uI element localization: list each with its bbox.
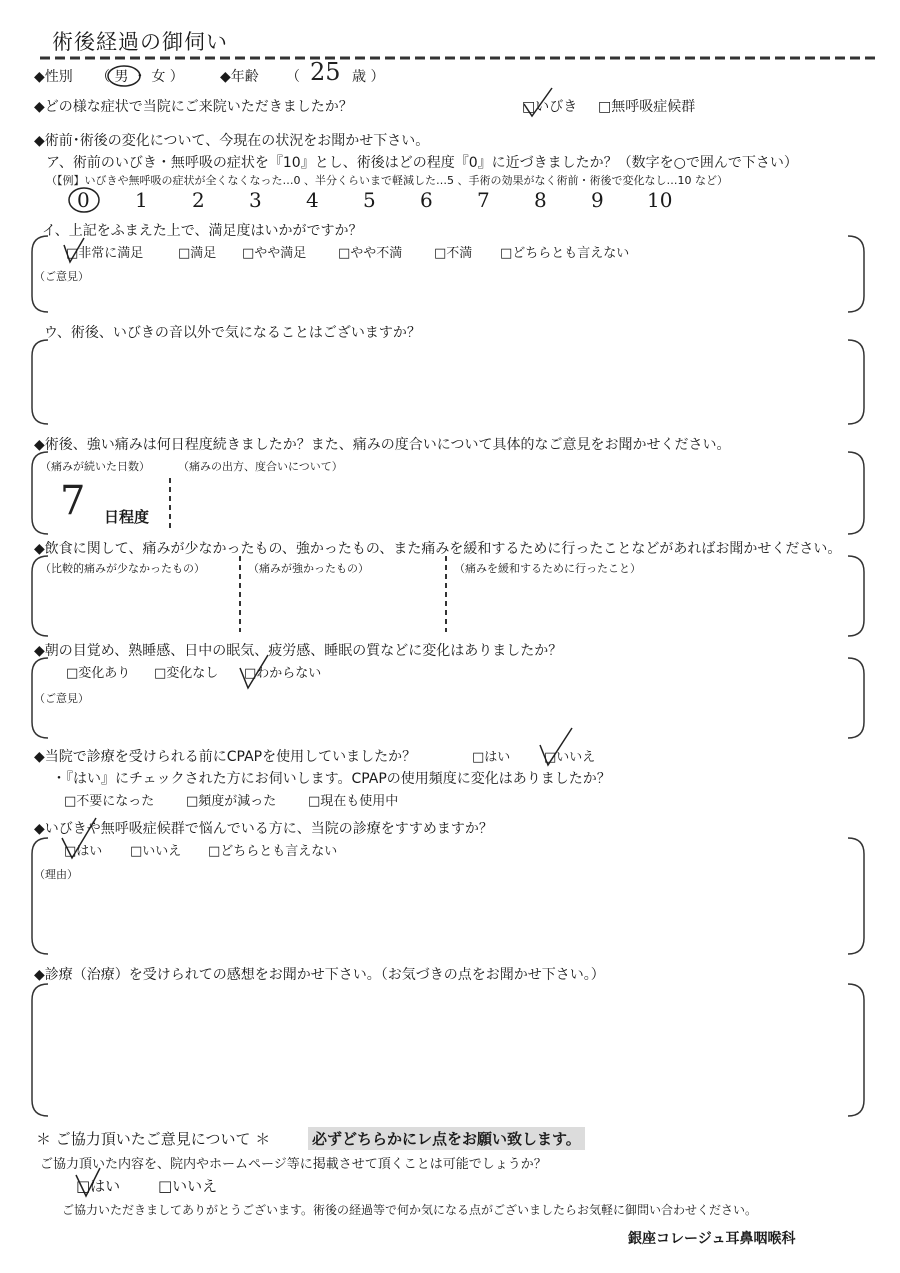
cpap-question: ◆当院で診療を受けられる前にCPAPを使用していましたか？ bbox=[34, 749, 417, 765]
consent-heading: ＊ ご協力頂いたご意見について ＊ bbox=[36, 1130, 271, 1148]
satisfaction-very-satisfied[interactable]: □非常に満足 bbox=[66, 246, 144, 261]
satisfaction-satisfied[interactable]: □満足 bbox=[178, 246, 217, 261]
thanks-message: ご協力いただきましてありがとうございます。術後の経過等で何か気になる点がございましたらお気軽に御問い合わせください。 bbox=[62, 1203, 758, 1217]
change-a-example: （【例】いびきや無呼吸の症状が全くなくなった…0 、半分くらいまで軽減した…5 、手術の効果がなく術前・術後で変化なし…10 など） bbox=[46, 174, 728, 187]
satisfaction-somewhat-satisfied[interactable]: □やや満足 bbox=[242, 246, 307, 261]
recommend-reason-label: （理由） bbox=[34, 868, 78, 881]
scale-10[interactable]: 10 bbox=[647, 188, 673, 212]
change-a-question: ア、術前のいびき・無呼吸の症状を『10』とし、術後はどの程度『0』に近づきましたか？（数字を○で囲んで下さい） bbox=[46, 155, 798, 171]
satisfaction-question: イ、上記をふまえた上で、満足度はいかがですか？ bbox=[42, 223, 363, 239]
bracket-left-other bbox=[32, 340, 48, 424]
satisfaction-neither[interactable]: □どちらとも言えない bbox=[500, 246, 630, 261]
scale-3[interactable]: 3 bbox=[249, 188, 262, 212]
consent-option-yes[interactable]: □はい bbox=[76, 1177, 121, 1195]
other-concern-question: ウ、術後、いびきの音以外で気になることはございますか？ bbox=[44, 325, 421, 341]
recommend-question: ◆いびきや無呼吸症候群で悩んでいる方に、当院の診療をすすめますか？ bbox=[34, 821, 493, 837]
food-col-less-pain: （比較的痛みが少なかったもの） bbox=[40, 562, 205, 575]
bracket-right-food bbox=[848, 556, 864, 636]
page-title: 術後経過の御伺い bbox=[52, 30, 228, 54]
recommend-option-no[interactable]: □いいえ bbox=[130, 844, 182, 859]
symptom-question: ◆どの様な症状で当院にご来院いただきましたか？ bbox=[34, 99, 353, 115]
bracket-right-pain bbox=[848, 452, 864, 534]
consent-option-no[interactable]: □いいえ bbox=[158, 1177, 218, 1195]
morning-opinion-label: （ご意見） bbox=[34, 692, 89, 705]
bracket-left-impression bbox=[32, 984, 48, 1116]
bracket-right-other bbox=[848, 340, 864, 424]
food-col-more-pain: （痛みが強かったもの） bbox=[248, 562, 369, 575]
age-value[interactable]: 25 bbox=[310, 58, 341, 86]
change-heading: ◆術前･術後の変化について、今現在の状況をお聞かせ下さい。 bbox=[34, 133, 430, 149]
morning-question: ◆朝の目覚め、熟睡感、日中の眠気、疲労感、睡眠の質などに変化はありましたか？ bbox=[34, 643, 563, 659]
age-unit: 歳 ） bbox=[352, 69, 385, 85]
pain-days-value[interactable]: 7 bbox=[60, 478, 86, 524]
symptom-option-apnea[interactable]: □無呼吸症候群 bbox=[598, 99, 696, 115]
bracket-left-recommend bbox=[32, 838, 48, 954]
scale-8[interactable]: 8 bbox=[534, 188, 547, 212]
cpap-option-no[interactable]: □いいえ bbox=[544, 750, 596, 765]
sex-options[interactable]: （ 男 ・ 女 ） bbox=[96, 69, 184, 85]
morning-option-unknown[interactable]: □わからない bbox=[244, 666, 322, 681]
bracket-right-satisfaction bbox=[848, 236, 864, 312]
morning-option-unchanged[interactable]: □変化なし bbox=[154, 666, 219, 681]
scale-4[interactable]: 4 bbox=[306, 188, 319, 212]
scale-2[interactable]: 2 bbox=[192, 188, 205, 212]
symptom-option-snoring[interactable]: □いびき bbox=[522, 99, 578, 115]
scale-1[interactable]: 1 bbox=[135, 188, 148, 212]
satisfaction-somewhat-unsatisfied[interactable]: □やや不満 bbox=[338, 246, 403, 261]
scale-0[interactable]: 0 bbox=[77, 188, 90, 212]
satisfaction-opinion-label: （ご意見） bbox=[34, 270, 89, 283]
scale-9[interactable]: 9 bbox=[591, 188, 604, 212]
impression-question: ◆診療（治療）を受けられての感想をお聞かせ下さい。（お気づきの点をお聞かせ下さい。） bbox=[34, 967, 605, 983]
sex-label: ◆性別 bbox=[34, 69, 73, 85]
scale-6[interactable]: 6 bbox=[420, 188, 433, 212]
clinic-name: 銀座コレージュ耳鼻咽喉科 bbox=[628, 1231, 796, 1247]
pain-question: ◆術後、強い痛みは何日程度続きましたか？また、痛みの度合いについて具体的なご意見をお聞かせください。 bbox=[34, 437, 731, 453]
scale-7[interactable]: 7 bbox=[477, 188, 490, 212]
recommend-option-yes[interactable]: □はい bbox=[64, 844, 103, 859]
cpap-sub-still-using[interactable]: □現在も使用中 bbox=[308, 794, 399, 809]
recommend-option-neither[interactable]: □どちらとも言えない bbox=[208, 844, 338, 859]
food-col-relief: （痛みを緩和するために行ったこと） bbox=[454, 562, 641, 575]
age-label: ◆年齢 bbox=[220, 69, 259, 85]
morning-option-changed[interactable]: □変化あり bbox=[66, 666, 131, 681]
food-question: ◆飲食に関して、痛みが少なかったもの、強かったもの、また痛みを緩和するために行ったことなどがあればお聞かせください。 bbox=[34, 541, 842, 557]
age-open: （ bbox=[286, 69, 300, 85]
cpap-sub-reduced[interactable]: □頻度が減った bbox=[186, 794, 277, 809]
pain-days-unit: 日程度 bbox=[104, 508, 150, 526]
consent-emphasis: 必ずどちらかにレ点をお願い致します。 bbox=[308, 1127, 585, 1150]
scale-5[interactable]: 5 bbox=[363, 188, 376, 212]
satisfaction-unsatisfied[interactable]: □不満 bbox=[434, 246, 473, 261]
cpap-sub-not-needed[interactable]: □不要になった bbox=[64, 794, 155, 809]
bracket-right-morning bbox=[848, 658, 864, 738]
cpap-sub-question: ・『はい』にチェックされた方にお伺いします。CPAPの使用頻度に変化はありましたか？ bbox=[52, 771, 611, 787]
bracket-right-impression bbox=[848, 984, 864, 1116]
pain-days-label: （痛みが続いた日数） bbox=[40, 460, 150, 473]
bracket-right-recommend bbox=[848, 838, 864, 954]
pain-degree-label: （痛みの出方、度合いについて） bbox=[178, 460, 343, 473]
consent-question: ご協力頂いた内容を、院内やホームページ等に掲載させて頂くことは可能でしょうか？ bbox=[40, 1157, 547, 1172]
cpap-option-yes[interactable]: □はい bbox=[472, 750, 511, 765]
